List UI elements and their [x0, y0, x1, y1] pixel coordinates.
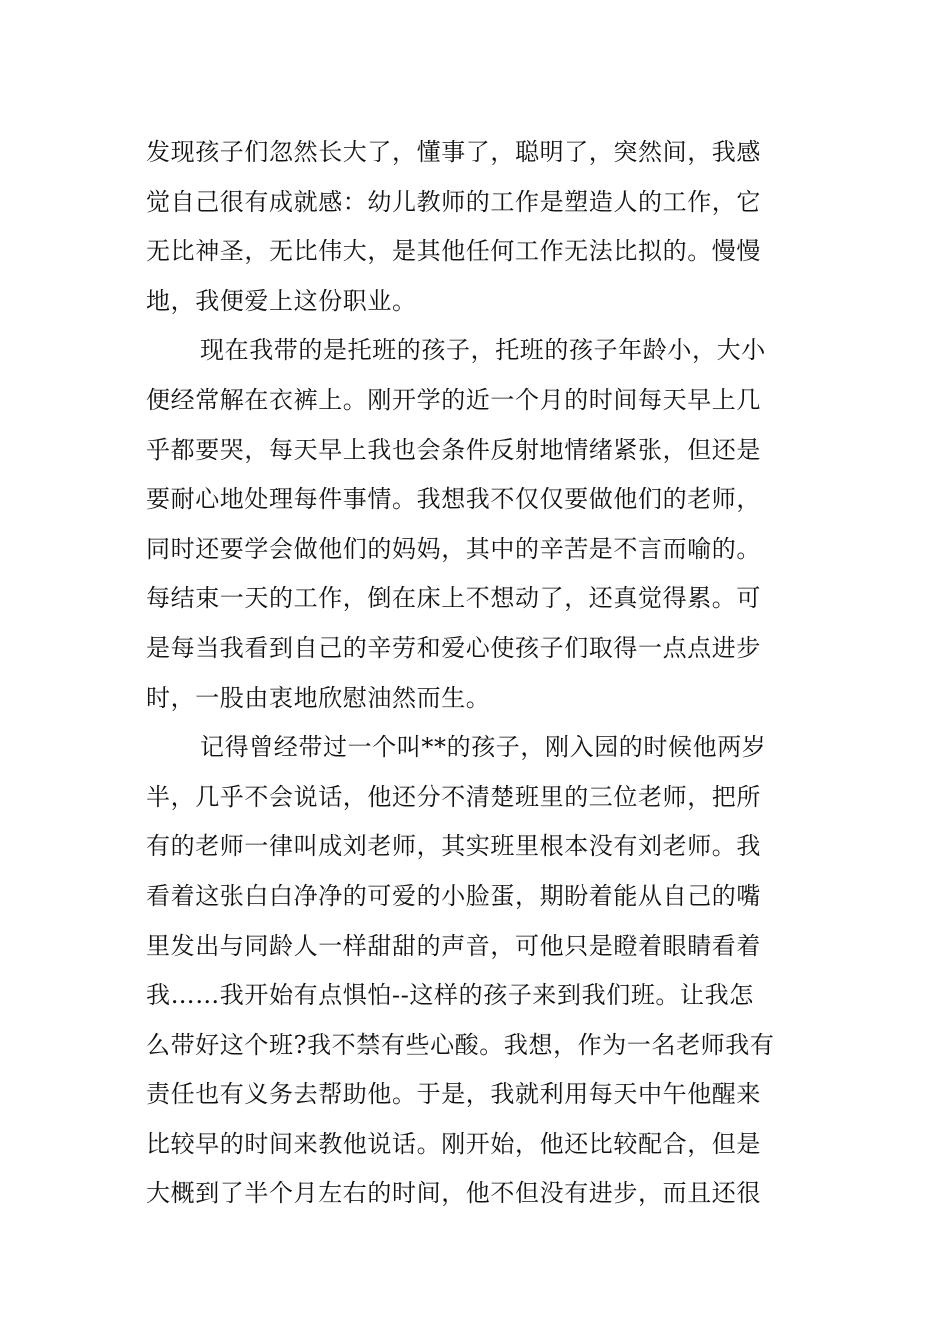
- text-line: 要耐心地处理每件事情。我想我不仅仅要做他们的老师，: [146, 485, 761, 514]
- text-line-indented: 现在我带的是托班的孩子，托班的孩子年龄小，大小: [200, 336, 766, 365]
- text-line: 比较早的时间来教他说话。刚开始，他还比较配合，但是: [146, 1129, 761, 1158]
- text-line: 觉自己很有成就感：幼儿教师的工作是塑造人的工作，它: [146, 187, 761, 216]
- text-line: 发现孩子们忽然长大了，懂事了，聪明了，突然间，我感: [146, 138, 761, 166]
- text-line: 便经常解在衣裤上。刚开学的近一个月的时间每天早上几: [146, 385, 761, 414]
- text-line: 么带好这个班?我不禁有些心酸。我想，作为一名老师我有: [146, 1030, 775, 1059]
- paragraph-3: [146, 723, 808, 1219]
- body-text: [146, 128, 808, 1219]
- text-line: 无比神圣，无比伟大，是其他任何工作无法比拟的。慢慢: [146, 237, 761, 266]
- paragraph-1: [146, 128, 808, 326]
- text-line: 地，我便爱上这份职业。: [146, 286, 417, 315]
- text-line: 乎都要哭，每天早上我也会条件反射地情绪紧张，但还是: [146, 435, 761, 464]
- paragraph-2: [146, 326, 808, 723]
- text-line: 大概到了半个月左右的时间，他不但没有进步，而且还很: [146, 1179, 761, 1208]
- text-line: 同时还要学会做他们的妈妈，其中的辛苦是不言而喻的。: [146, 534, 761, 563]
- text-line: 我……我开始有点惧怕--这样的孩子来到我们班。让我怎: [146, 981, 754, 1010]
- text-line: 看着这张白白净净的可爱的小脸蛋，期盼着能从自己的嘴: [146, 881, 761, 910]
- text-line-indented: 记得曾经带过一个叫**的孩子，刚入园的时候他两岁: [200, 733, 767, 762]
- text-line: 每结束一天的工作，倒在床上不想动了，还真觉得累。可: [146, 584, 761, 613]
- text-line: 时，一股由衷地欣慰油然而生。: [146, 683, 491, 712]
- text-line: 责任也有义务去帮助他。于是，我就利用每天中午他醒来: [146, 1080, 761, 1109]
- text-line: 里发出与同龄人一样甜甜的声音，可他只是瞪着眼睛看着: [146, 931, 761, 960]
- text-line: 有的老师一律叫成刘老师，其实班里根本没有刘老师。我: [146, 832, 761, 861]
- text-line: 是每当我看到自己的辛劳和爱心使孩子们取得一点点进步: [146, 633, 761, 662]
- text-line: 半，几乎不会说话，他还分不清楚班里的三位老师，把所: [146, 782, 761, 811]
